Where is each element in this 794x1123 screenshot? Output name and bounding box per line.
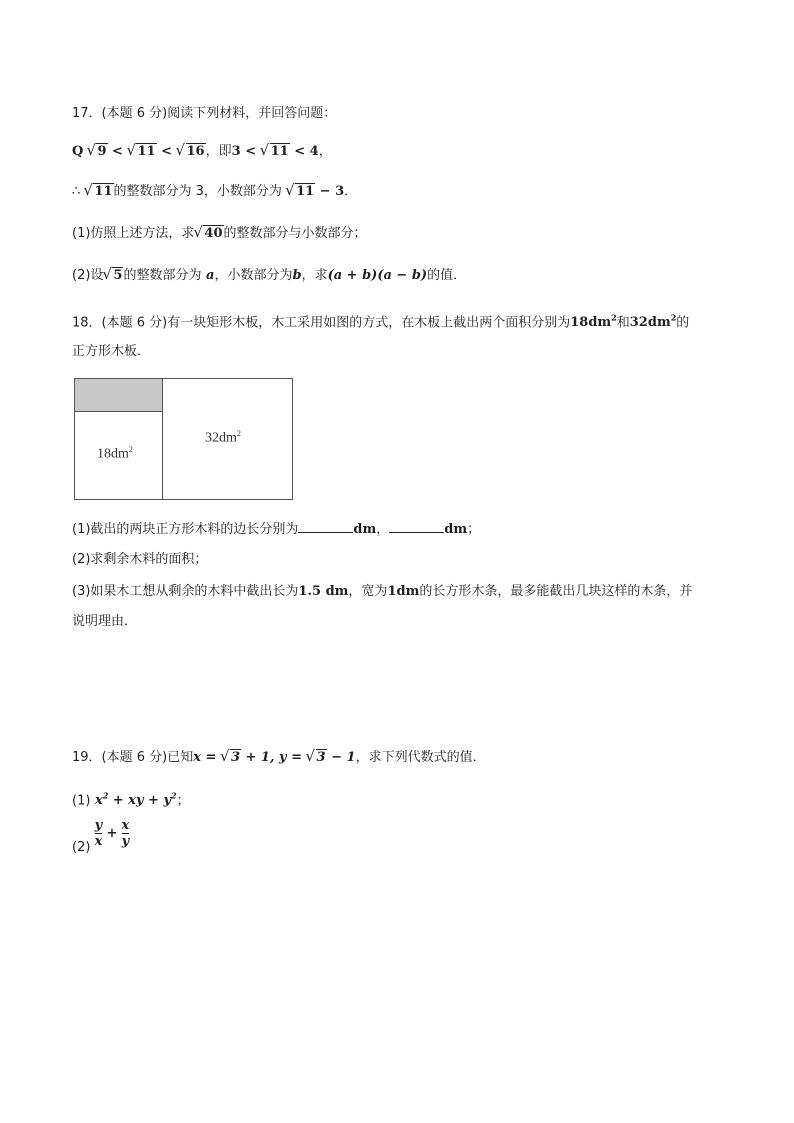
q17-part2: (2)设√ 5的整数部分为 a，小数部分为b，求(a + b)(a − b)的值．	[72, 266, 466, 286]
q17-inequality-1: √ 9 < √ 11 < √ 16	[87, 144, 205, 159]
large-square-label: $32dm^2$	[205, 429, 241, 446]
q19-part1: (1) $x^2$ + xy + $y^2$；	[72, 791, 190, 809]
remaining-wood-region	[75, 379, 163, 412]
q18-part3-cont: 说明理由．	[72, 614, 138, 629]
q18-heading-cont: 正方形木板．	[72, 344, 151, 359]
q19-heading: 19．(本题 6 分)已知x = √ 3 + 1, y = √ 3 − 1，求下列代数式的值．	[72, 748, 486, 768]
board-figure	[74, 378, 293, 500]
q17-part1: (1)仿照上述方法，求√ 40的整数部分与小数部分；	[72, 224, 367, 244]
divider-line	[162, 379, 163, 499]
q19-part2: (2) $\frac{y}{x}$ + $\frac{x}{y}$	[72, 818, 130, 855]
q17-inequality-2: 3 < √ 11 < 4	[232, 144, 319, 159]
answer-blank-1[interactable]	[298, 518, 353, 533]
q18-part3: (3)如果木工想从剩余的木料中截出长为1.5 dm，宽为1dm的长方形木条，最多能截出几块这样的木条，并	[72, 584, 693, 599]
q18-part1: (1)截出的两块正方形木料的边长分别为 dm， dm；	[72, 518, 480, 540]
small-square-label: $18dm^2$	[97, 445, 133, 462]
q17-inequality-line: Q √ 9 < √ 11 < √ 16，即3 < √ 11 < 4，	[72, 142, 332, 162]
q17-symbol: Q	[72, 144, 84, 159]
q17-conclusion-line: ∴ √ 11的整数部分为 3，小数部分为 √ 11 − 3．	[72, 182, 357, 202]
q18-heading: 18．(本题 6 分)有一块矩形木板，木工采用如图的方式，在木板上截出两个面积分别为$18dm^2$和$32dm^2$的	[72, 313, 690, 331]
q17-heading: 17．(本题 6 分)阅读下列材料，并回答问题：	[72, 106, 337, 121]
q18-part2: (2)求剩余木料的面积；	[72, 552, 208, 567]
answer-blank-2[interactable]	[389, 518, 444, 533]
